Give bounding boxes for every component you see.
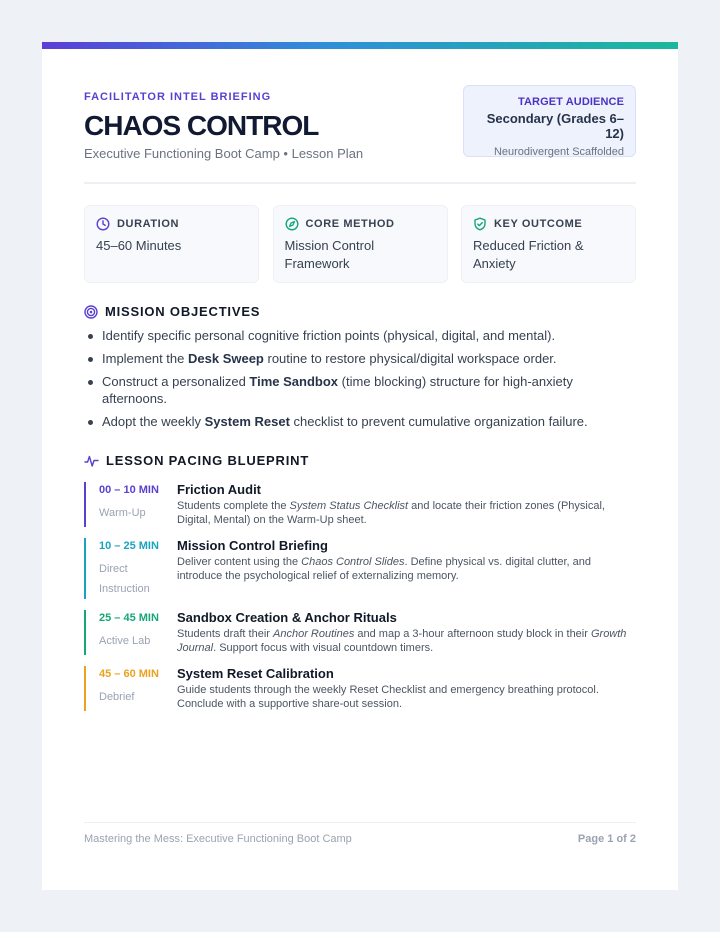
pacing-timeline [84,482,636,711]
eyebrow-label: FACILITATOR INTEL BRIEFING [84,91,272,103]
target-audience-box [463,85,636,157]
lesson-plan-page [42,42,678,890]
objectives-list [84,327,636,430]
pacing-description: Guide students through the weekly Reset Checklist and emergency breathing protocol. Conclude with a supportive share-out session. [177,684,599,710]
key-outcome-label: KEY OUTCOME [494,218,583,230]
pacing-title: Friction Audit [177,482,262,497]
list-item: Construct a personalized Time Sandbox (time blocking) structure for high-anxiety afternoons. [84,373,636,407]
footer-title: Mastering the Mess: Executive Functioning Boot Camp [84,833,352,845]
list-item: Adopt the weekly System Reset checklist to prevent cumulative organization failure. [84,413,636,430]
objectives-heading: MISSION OBJECTIVES [105,304,261,319]
pacing-row-friction-audit [84,482,636,527]
pacing-time: 10 – 25 MIN [99,540,159,552]
target-icon [84,305,98,319]
pacing-description: Students draft their Anchor Routines and map a 3-hour afternoon study block in their Growth Journal. Support focus with visual countdown timers. [177,628,627,654]
pacing-description: Deliver content using the Chaos Control Slides. Define physical vs. digital clutter, and introduce the psychological relief of externalizing memory. [177,556,591,582]
core-method-card [273,205,448,283]
pacing-phase: Warm-Up [99,507,146,519]
gradient-top-bar [42,42,678,49]
pacing-title: System Reset Calibration [177,666,334,681]
pacing-row-mission-control-briefing [84,538,636,599]
pacing-phase: Debrief [99,691,135,703]
pulse-icon [84,454,99,468]
pacing-time: 00 – 10 MIN [99,484,159,496]
core-method-value: Mission Control Framework [284,238,375,271]
key-outcome-value: Reduced Friction & Anxiety [473,238,584,271]
pacing-row-sandbox-creation [84,610,636,655]
list-item: Identify specific personal cognitive friction points (physical, digital, and mental). [84,327,636,344]
duration-label: DURATION [117,218,180,230]
pacing-row-system-reset [84,666,636,711]
page-title: CHAOS CONTROL [84,110,319,141]
audience-sub: Neurodivergent Scaffolded [493,146,624,158]
core-method-label: CORE METHOD [305,218,395,230]
clock-icon [96,217,110,231]
header [84,49,636,184]
key-outcome-card [461,205,636,283]
pacing-time: 45 – 60 MIN [99,668,159,680]
page-footer [84,822,636,845]
pacing-title: Sandbox Creation & Anchor Rituals [177,610,397,625]
list-item: Implement the Desk Sweep routine to restore physical/digital workspace order. [84,350,636,367]
mission-objectives-section [84,304,636,430]
compass-icon [285,217,299,231]
pacing-phase: Direct Instruction [99,563,150,595]
pacing-title: Mission Control Briefing [177,538,328,553]
audience-label: TARGET AUDIENCE [518,96,624,108]
duration-value: 45–60 Minutes [96,238,182,253]
page-number: Page 1 of 2 [577,833,636,845]
pacing-phase: Active Lab [99,635,151,647]
shield-check-icon [473,217,487,231]
pacing-description: Students complete the System Status Checklist and locate their friction zones (Physical, Digital, Mental) on the Warm-Up sheet. [177,500,605,526]
lesson-pacing-section [84,453,636,711]
pacing-heading: LESSON PACING BLUEPRINT [106,453,310,468]
summary-cards [84,205,636,283]
page-subtitle: Executive Functioning Boot Camp • Lesson Plan [84,146,364,161]
audience-main: Secondary (Grades 6–12) [486,111,624,141]
duration-card [84,205,259,283]
pacing-time: 25 – 45 MIN [99,612,159,624]
